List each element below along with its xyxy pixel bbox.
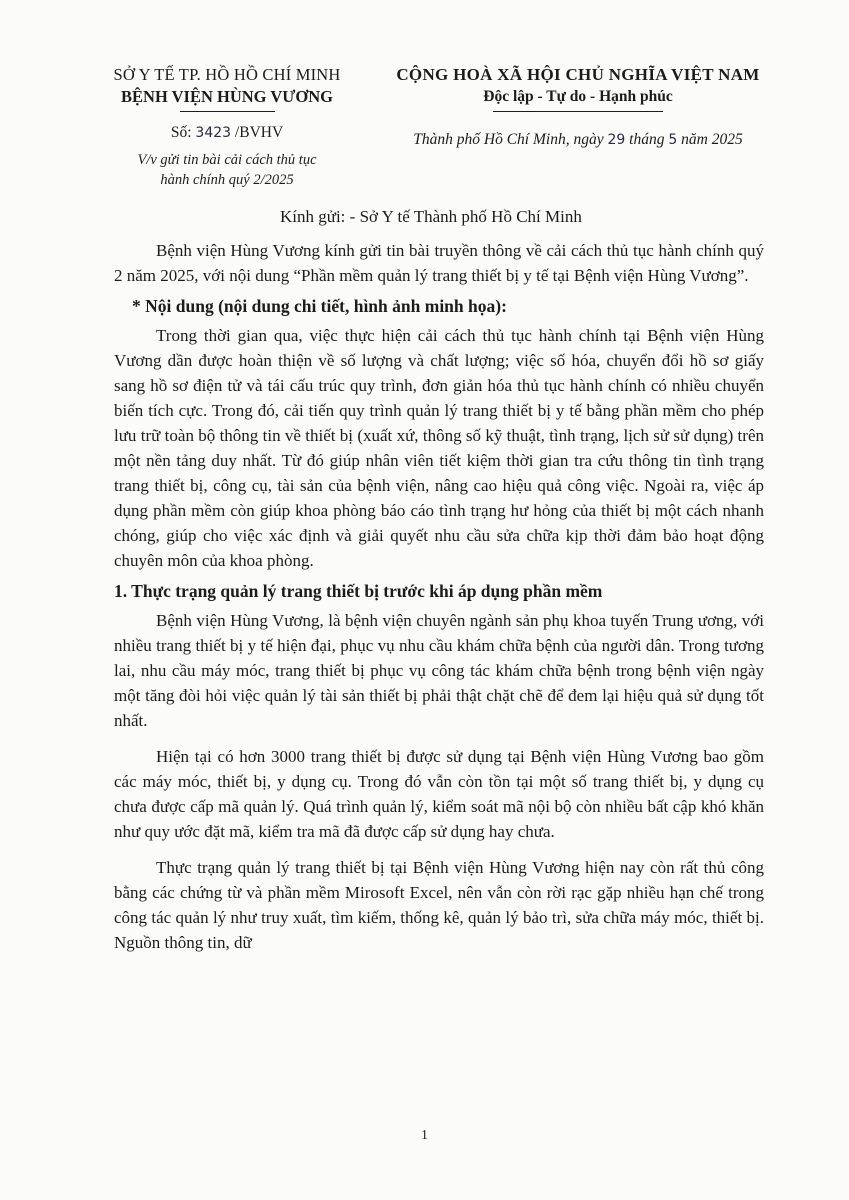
- section1-paragraph-3: Thực trạng quản lý trang thiết bị tại Bệnh viện Hùng Vương hiện nay còn rất thủ công bằng các chứng từ và phần mềm Mirosoft Excel, nên vẫn còn rời rạc gặp nhiều hạn chế trong công tác quản lý như truy xuất, tìm kiếm, thống kê, quản lý bảo trì, sửa chữa máy móc, thiết bị. Nguồn thông tin, dữ: [114, 858, 764, 952]
- doc-number-handwritten: 3423: [195, 125, 232, 141]
- org-line1: SỞ Y TẾ TP. HỒ HỒ CHÍ MINH: [113, 65, 341, 84]
- subject-line1: V/v gửi tin bài cải cách thủ tục: [137, 152, 317, 168]
- page-number: 1: [421, 1128, 428, 1143]
- date-mid: tháng: [625, 131, 669, 148]
- content-heading: * Nội dung (nội dung chi tiết, hình ảnh minh họa):: [132, 296, 507, 316]
- document-subject: [92, 150, 362, 190]
- subject-line2: hành chính quý 2/2025: [160, 172, 294, 188]
- intro-paragraph: Bệnh viện Hùng Vương kính gửi tin bài truyền thông về cải cách thủ tục hành chính quý 2 năm 2025, với nội dung “Phần mềm quản lý trang thiết bị y tế tại Bệnh viện Hùng Vương”.: [114, 241, 764, 285]
- date-prefix: Thành phố Hồ Chí Minh, ngày: [413, 131, 608, 148]
- section1-heading: 1. Thực trạng quản lý trang thiết bị trước khi áp dụng phần mềm: [114, 581, 603, 601]
- date-month-handwritten: 5: [668, 132, 678, 148]
- doc-number-suffix: /BVHV: [231, 124, 284, 141]
- org-underline: [180, 111, 275, 112]
- section1-paragraph-2: Hiện tại có hơn 3000 trang thiết bị được sử dụng tại Bệnh viện Hùng Vương bao gồm các máy móc, thiết bị, y dụng cụ. Trong đó vẫn còn tồn tại một số trang thiết bị, y dụng cụ chưa được cấp mã quản lý. Quá trình quản lý, kiểm soát mã nội bộ còn nhiều bất cập khó khăn như quy ước đặt mã, kiểm tra mã đã được cấp sử dụng hay chưa.: [114, 747, 764, 841]
- document-body: [114, 238, 764, 955]
- date-suffix: năm 2025: [677, 131, 743, 148]
- national-motto: [378, 64, 778, 112]
- national-title: CỘNG HOÀ XÃ HỘI CHỦ NGHĨA VIỆT NAM: [396, 65, 760, 84]
- section1-paragraph-1: Bệnh viện Hùng Vương, là bệnh viện chuyên ngành sản phụ khoa tuyến Trung ương, với nhiều trang thiết bị y tế hiện đại, phục vụ nhu cầu khám chữa bệnh của người dân. Trong tương lai, nhu cầu máy móc, trang thiết bị phục vụ công tác khám chữa bệnh trong bệnh viện ngày một tăng đòi hỏi việc quản lý tài sản thiết bị phải thật chặt chẽ để đem lại hiệu quả sử dụng tốt nhất.: [114, 611, 764, 730]
- content-paragraph: Trong thời gian qua, việc thực hiện cải cách thủ tục hành chính tại Bệnh viện Hùng Vương dần được hoàn thiện về số lượng và chất lượng; việc số hóa, chuyển đổi hồ sơ giấy sang hồ sơ điện tử và tái cấu trúc quy trình, đơn giản hóa thủ tục hành chính có nhiều chuyển biến tích cực. Trong đó, cải tiến quy trình quản lý trang thiết bị y tế bằng phần mềm cho phép lưu trữ toàn bộ thông tin về thiết bị (xuất xứ, thông số kỹ thuật, tình trạng, lịch sử sử dụng) trên một nền tảng duy nhất. Từ đó giúp nhân viên tiết kiệm thời gian tra cứu thông tin tình trạng trang thiết bị, công cụ, tài sản của bệnh viện, nâng cao hiệu quả công việc. Ngoài ra, việc áp dụng phần mềm còn giúp khoa phòng báo cáo tình trạng hư hỏng của thiết bị một cách nhanh chóng, giúp cho việc xác định và giải quyết nhu cầu sửa chữa kịp thời đảm bảo hoạt động chuyên môn của khoa phòng.: [114, 326, 764, 570]
- document-number: [92, 124, 362, 142]
- date-line: [378, 131, 778, 149]
- recipient-line: Kính gửi: - Sở Y tế Thành phố Hồ Chí Minh: [280, 207, 582, 226]
- date-day-handwritten: 29: [607, 132, 626, 148]
- issuing-organization: [92, 64, 362, 112]
- national-motto-line: Độc lập - Tự do - Hạnh phúc: [483, 88, 673, 105]
- org-line2: BỆNH VIỆN HÙNG VƯƠNG: [121, 87, 333, 106]
- doc-number-prefix: Số:: [170, 124, 196, 141]
- motto-underline: [493, 111, 663, 112]
